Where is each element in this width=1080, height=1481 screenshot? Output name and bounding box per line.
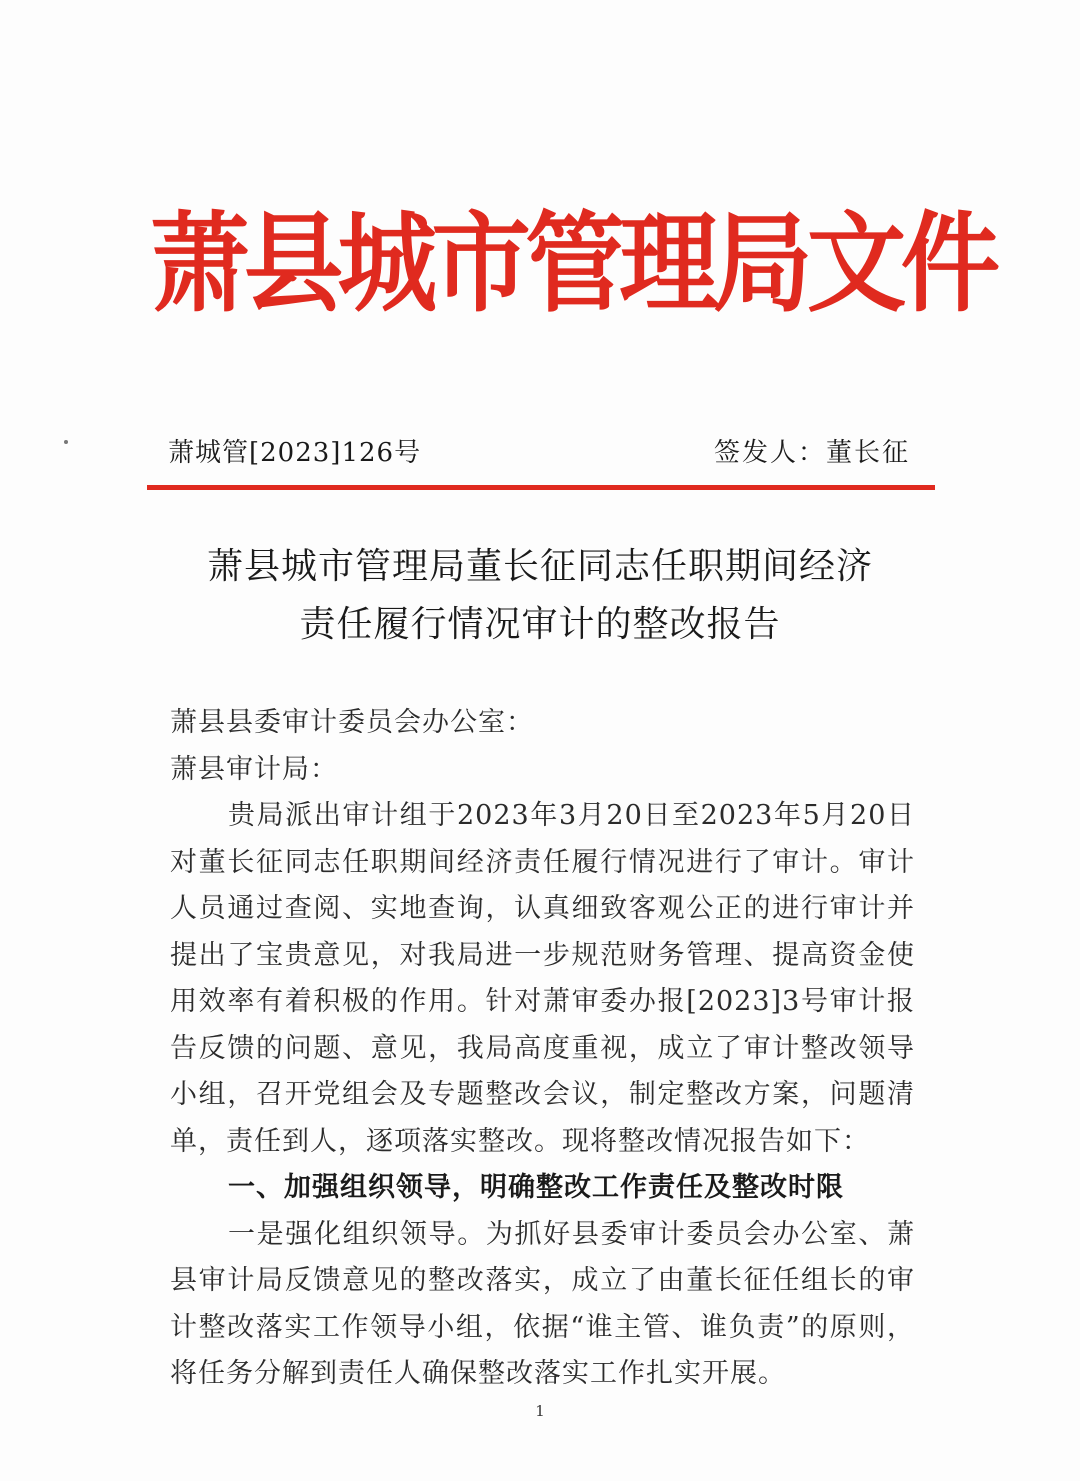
title-line-2: 责任履行情况审计的整改报告 — [299, 604, 781, 645]
issuer-signature-line: 签发人：董长征 — [713, 438, 910, 468]
title-line-1: 萧县城市管理局董长征同志任职期间经济 — [206, 546, 873, 587]
scan-speck — [64, 440, 68, 444]
document-number: 萧城管[2023]126号 — [168, 438, 422, 468]
addressee-1: 萧县县委审计委员会办公室： — [170, 707, 534, 738]
paragraph-section-1: 一是强化组织领导。为抓好县委审计委员会办公室、萧县审计局反馈意见的整改落实，成立了由董长征任组长的审计整改落实工作领导小组，依据“谁主管、谁负责”的原则，将任务分解到责任人确保整改落实工作扎实开展。 — [170, 1218, 915, 1389]
addressee-2: 萧县审计局： — [170, 753, 338, 785]
document-title — [140, 538, 940, 654]
document-body — [170, 700, 915, 1398]
section-heading-1: 一、加强组织领导，明确整改工作责任及整改时限 — [228, 1172, 844, 1203]
red-divider-line — [147, 485, 935, 490]
paragraph-intro: 贵局派出审计组于2023年3月20日至2023年5月20日对董长征同志任职期间经济责任履行情况进行了审计。审计人员通过查阅、实地查询，认真细致客观公正的进行审计并提出了宝贵意见，对我局进一步规范财务管理、提高资金使用效率有着积极的作用。针对萧审委办报[2023]3号审计报告反馈的问题、意见，我局高度重视，成立了审计整改领导小组，召开党组会及专题整改会议，制定整改方案，问题清单，责任到人，逐项落实整改。现将整改情况报告如下： — [170, 800, 915, 1157]
page-number: 1 — [535, 1402, 545, 1420]
document-masthead: 萧县城市管理局文件 — [150, 202, 995, 327]
